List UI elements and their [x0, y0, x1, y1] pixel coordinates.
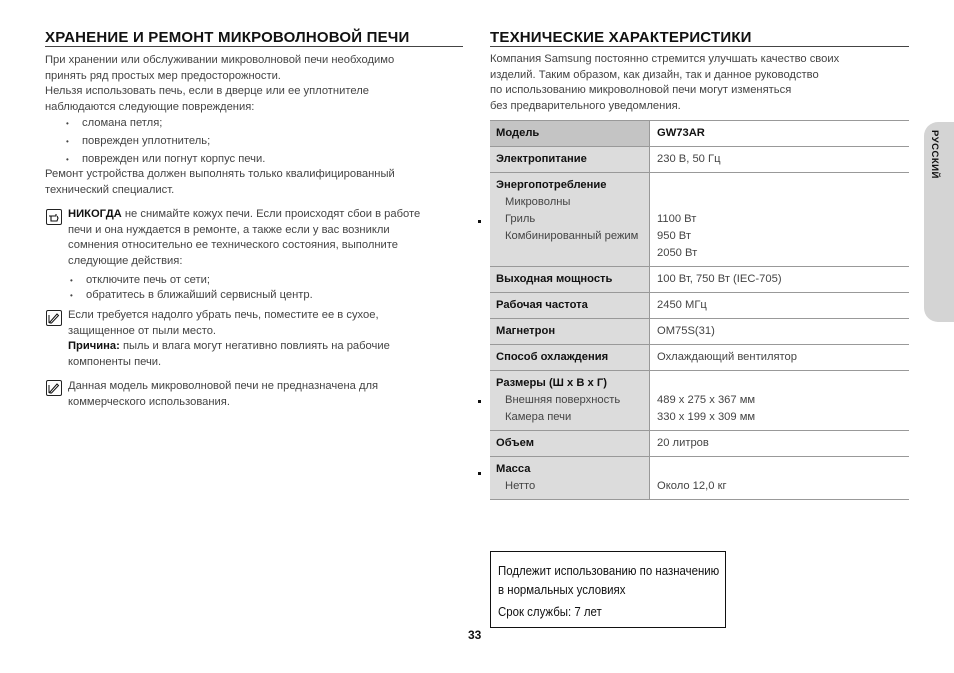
specs-table — [490, 120, 909, 500]
table-row: Рабочая частота 2450 МГц — [490, 293, 909, 319]
crop-mark — [478, 400, 481, 403]
service-line: Подлежит использованию по назначению — [498, 563, 720, 578]
action-item: • отключите печь от сети; — [86, 273, 210, 289]
right-heading-rule — [490, 46, 909, 47]
table-row: Электропитание 230 В, 50 Гц — [490, 147, 909, 173]
page-number: 33 — [468, 628, 482, 642]
table-row: Масса Нетто Около 12,0 кг — [490, 457, 909, 500]
table-row: Способ охлаждения Охлаждающий вентилятор — [490, 345, 909, 371]
table-row: Выходная мощность 100 Вт, 750 Вт (IEC-705) — [490, 267, 909, 293]
damage-item: • поврежден или погнут корпус печи. — [82, 152, 265, 168]
service-line: Срок службы: 7 лет — [498, 604, 602, 619]
table-row: Объем 20 литров — [490, 431, 909, 457]
commercial-note: Данная модель микроволновой печи не предназначена для коммерческого использования. — [68, 380, 379, 408]
language-tab-label: РУССКИЙ — [929, 130, 940, 179]
right-heading: ТЕХНИЧЕСКИЕ ХАРАКТЕРИСТИКИ — [490, 29, 752, 46]
table-row: Модель GW73AR — [490, 121, 909, 147]
note-pencil-icon — [46, 380, 62, 396]
table-row: Размеры (Ш x В x Г) Внешняя поверхность Камера печи 489 x 275 x 367 мм 330 x 199 x 309 мм — [490, 371, 909, 431]
storage-note: Если требуется надолго убрать печь, поместите ее в сухое, защищенное от пыли место. Причина: пыль и влага могут негативно повлиять на рабочие компоненты печи. — [68, 309, 390, 368]
hand-pointing-icon — [46, 209, 62, 225]
table-row: Энергопотребление Микроволны Гриль Комбинированный режим 1100 Вт 950 Вт 2050 Вт — [490, 173, 909, 267]
crop-mark — [478, 472, 481, 475]
note-pencil-icon — [46, 310, 62, 326]
repair-note: Ремонт устройства должен выполнять только квалифицированный технический специалист. — [45, 168, 395, 196]
left-heading-rule — [45, 46, 463, 47]
crop-mark — [478, 220, 481, 223]
action-item: • обратитесь в ближайший сервисный центр. — [86, 288, 313, 304]
service-line: в нормальных условиях — [498, 582, 626, 597]
table-row: Магнетрон OM75S(31) — [490, 319, 909, 345]
damage-item: • сломана петля; — [82, 116, 162, 132]
specs-intro: Компания Samsung постоянно стремится улучшать качество своих изделий. Таким образом, как дизайн, так и данное руководство по использованию микроволновой печи могут изменяться без предварительного уведомления. — [490, 53, 840, 112]
damage-item: • поврежден уплотнитель; — [82, 134, 210, 150]
left-heading: ХРАНЕНИЕ И РЕМОНТ МИКРОВОЛНОВОЙ ПЕЧИ — [45, 29, 410, 46]
warning-text: НИКОГДА не снимайте кожух печи. Если происходят сбои в работе печи и она нуждается в ремонте, а также если у вас возникли сомнения относительно ее технического состояния, выполните следующие действия: — [68, 208, 421, 267]
storage-intro: При хранении или обслуживании микроволновой печи необходимо принять ряд простых мер предосторожности. Нельзя использовать печь, если в дверце или ее уплотнителе наблюдаются следующие повреждения: — [45, 54, 395, 113]
